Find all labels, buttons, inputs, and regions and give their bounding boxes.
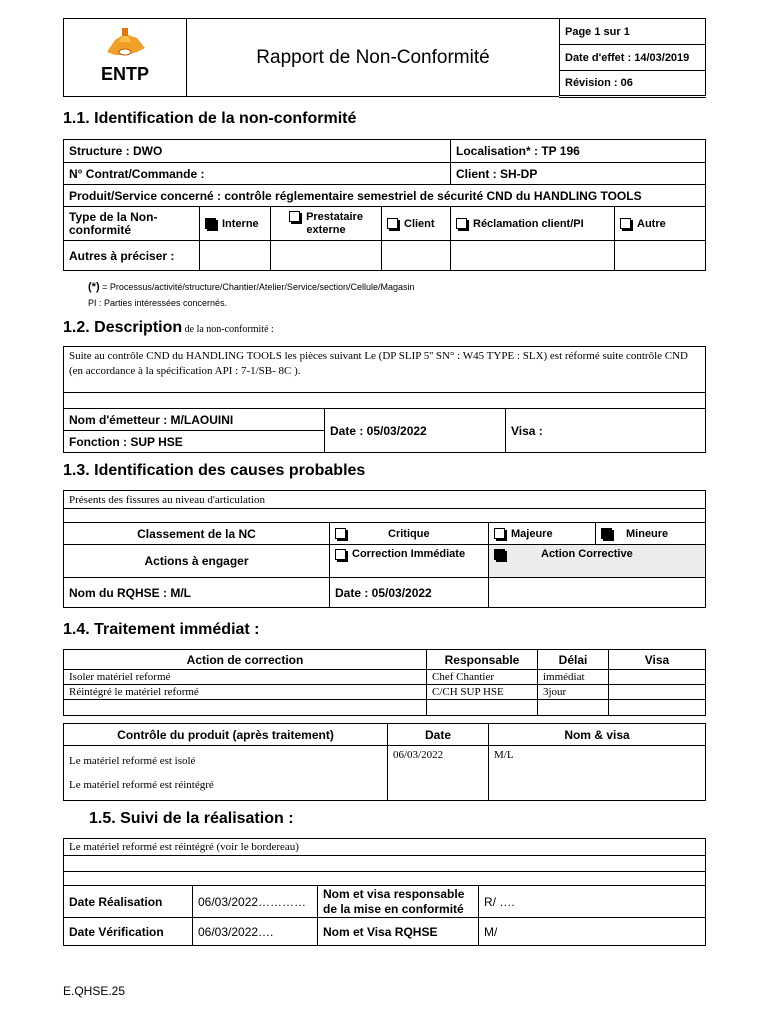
option-interne[interactable]: Interne [200, 207, 271, 241]
checkbox-icon[interactable] [494, 528, 505, 539]
document-title: Rapport de Non-Conformité [187, 19, 560, 97]
responsable-value: R/ …. [479, 886, 706, 918]
suivi-text: Le matériel reformé est réintégré (voir le bordereau) [64, 839, 706, 856]
svg-text:ENTP: ENTP [100, 64, 150, 84]
actions-label: Actions à engager [64, 545, 330, 578]
page-number: Page 1 sur 1 [560, 19, 706, 45]
date-verification-value: 06/03/2022…. [193, 918, 318, 946]
date-realisation-label: Date Réalisation [64, 886, 193, 918]
contrat-field: N° Contrat/Commande : [64, 163, 451, 185]
rqhse-visa-value: M/ [479, 918, 706, 946]
table-row: Isoler matériel reformé Chef Chantier immédiat [64, 670, 706, 685]
emetteur-field: Nom d'émetteur : M/LAOUINI [64, 409, 325, 431]
produit-field: Produit/Service concerné : contrôle réglementaire semestriel de sécurité CND du HANDLING TOOLS [64, 185, 706, 207]
rqhse-field: Nom du RQHSE : M/L [64, 578, 330, 608]
description-text: Suite au contrôle CND du HANDLING TOOLS les pièces suivant Le (DP SLIP 5'' SN° : W45 TYPE : SLX) est réformé suite contrôle CND (en accordance à la spécification API : 7-1/SB- 8C ). [64, 347, 706, 393]
col-controle: Contrôle du produit (après traitement) [64, 724, 388, 746]
cause-text: Présents des fissures au niveau d'articulation [64, 491, 706, 509]
checkbox-icon[interactable] [335, 549, 346, 560]
section-1-1-heading: 1.1. Identification de la non-conformité [63, 110, 357, 127]
identification-table [63, 139, 706, 271]
checkbox-icon[interactable] [456, 218, 467, 229]
action-corrective[interactable]: Action Corrective [489, 545, 706, 578]
client-field: Client : SH-DP [451, 163, 706, 185]
col-action: Action de correction [64, 650, 427, 670]
section-1-3-heading: 1.3. Identification des causes probables [63, 462, 366, 479]
rqhse-visa-label: Nom et Visa RQHSE [318, 918, 479, 946]
controle-table [63, 723, 706, 801]
classement-critique[interactable]: Critique [330, 523, 489, 545]
controle-date: 06/03/2022 [388, 746, 489, 801]
note-pi: PI : Parties intéressées concernés. [88, 298, 228, 308]
col-responsable: Responsable [427, 650, 538, 670]
traitement-table [63, 649, 706, 716]
checkbox-icon[interactable] [387, 218, 398, 229]
checkbox-icon[interactable] [601, 528, 612, 539]
action-correction-immediate[interactable]: Correction Immédiate [330, 545, 489, 578]
structure-field: Structure : DWO [64, 140, 451, 163]
controle-text: Le matériel reformé est isolé Le matériel reformé est réintégré [64, 746, 388, 801]
table-row [64, 700, 706, 716]
effective-date: Date d'effet : 14/03/2019 [560, 45, 706, 71]
section-1-5-heading: 1.5. Suivi de la réalisation : [89, 810, 294, 827]
checkbox-icon[interactable] [335, 528, 346, 539]
type-label: Type de la Non-conformité [64, 207, 200, 241]
logo-cell [64, 19, 187, 97]
section-1-2-heading: 1.2. Description de la non-conformité : [63, 319, 274, 336]
revision: Révision : 06 [560, 71, 706, 97]
option-autre[interactable]: Autre [615, 207, 706, 241]
option-prestataire[interactable]: Prestataire externe [271, 207, 382, 241]
col-date: Date [388, 724, 489, 746]
footer-code: E.QHSE.25 [63, 984, 126, 998]
localisation-field: Localisation* : TP 196 [451, 140, 706, 163]
col-nom-visa: Nom & visa [489, 724, 706, 746]
classement-mineure[interactable]: Mineure [596, 523, 706, 545]
table-row: Réintégré le matériel reformé C/CH SUP HSE 3jour [64, 685, 706, 700]
entp-logo [85, 22, 165, 90]
responsable-label: Nom et visa responsable de la mise en conformité [318, 886, 479, 918]
causes-table [63, 490, 706, 608]
suivi-table [63, 838, 706, 946]
header-table [63, 18, 706, 98]
visa-field: Visa : [506, 409, 706, 453]
col-visa: Visa [609, 650, 706, 670]
rqhse-date: Date : 05/03/2022 [330, 578, 489, 608]
classement-label: Classement de la NC [64, 523, 330, 545]
checkbox-icon[interactable] [494, 549, 505, 560]
note-asterisk: (*) = Processus/activité/structure/Chantier/Atelier/Service/section/Cellule/Magasin [88, 281, 415, 293]
controle-nom: M/L [489, 746, 706, 801]
option-reclamation[interactable]: Réclamation client/PI [451, 207, 615, 241]
classement-majeure[interactable]: Majeure [489, 523, 596, 545]
fonction-field: Fonction : SUP HSE [64, 431, 325, 453]
checkbox-icon[interactable] [289, 211, 300, 222]
checkbox-icon[interactable] [205, 218, 216, 229]
col-delai: Délai [538, 650, 609, 670]
date-realisation-value: 06/03/2022………… [193, 886, 318, 918]
date-verification-label: Date Vérification [64, 918, 193, 946]
option-client[interactable]: Client [382, 207, 451, 241]
section-1-4-heading: 1.4. Traitement immédiat : [63, 621, 260, 638]
autres-label: Autres à préciser : [64, 241, 200, 271]
date-field: Date : 05/03/2022 [325, 409, 506, 453]
description-table [63, 346, 706, 453]
checkbox-icon[interactable] [620, 218, 631, 229]
